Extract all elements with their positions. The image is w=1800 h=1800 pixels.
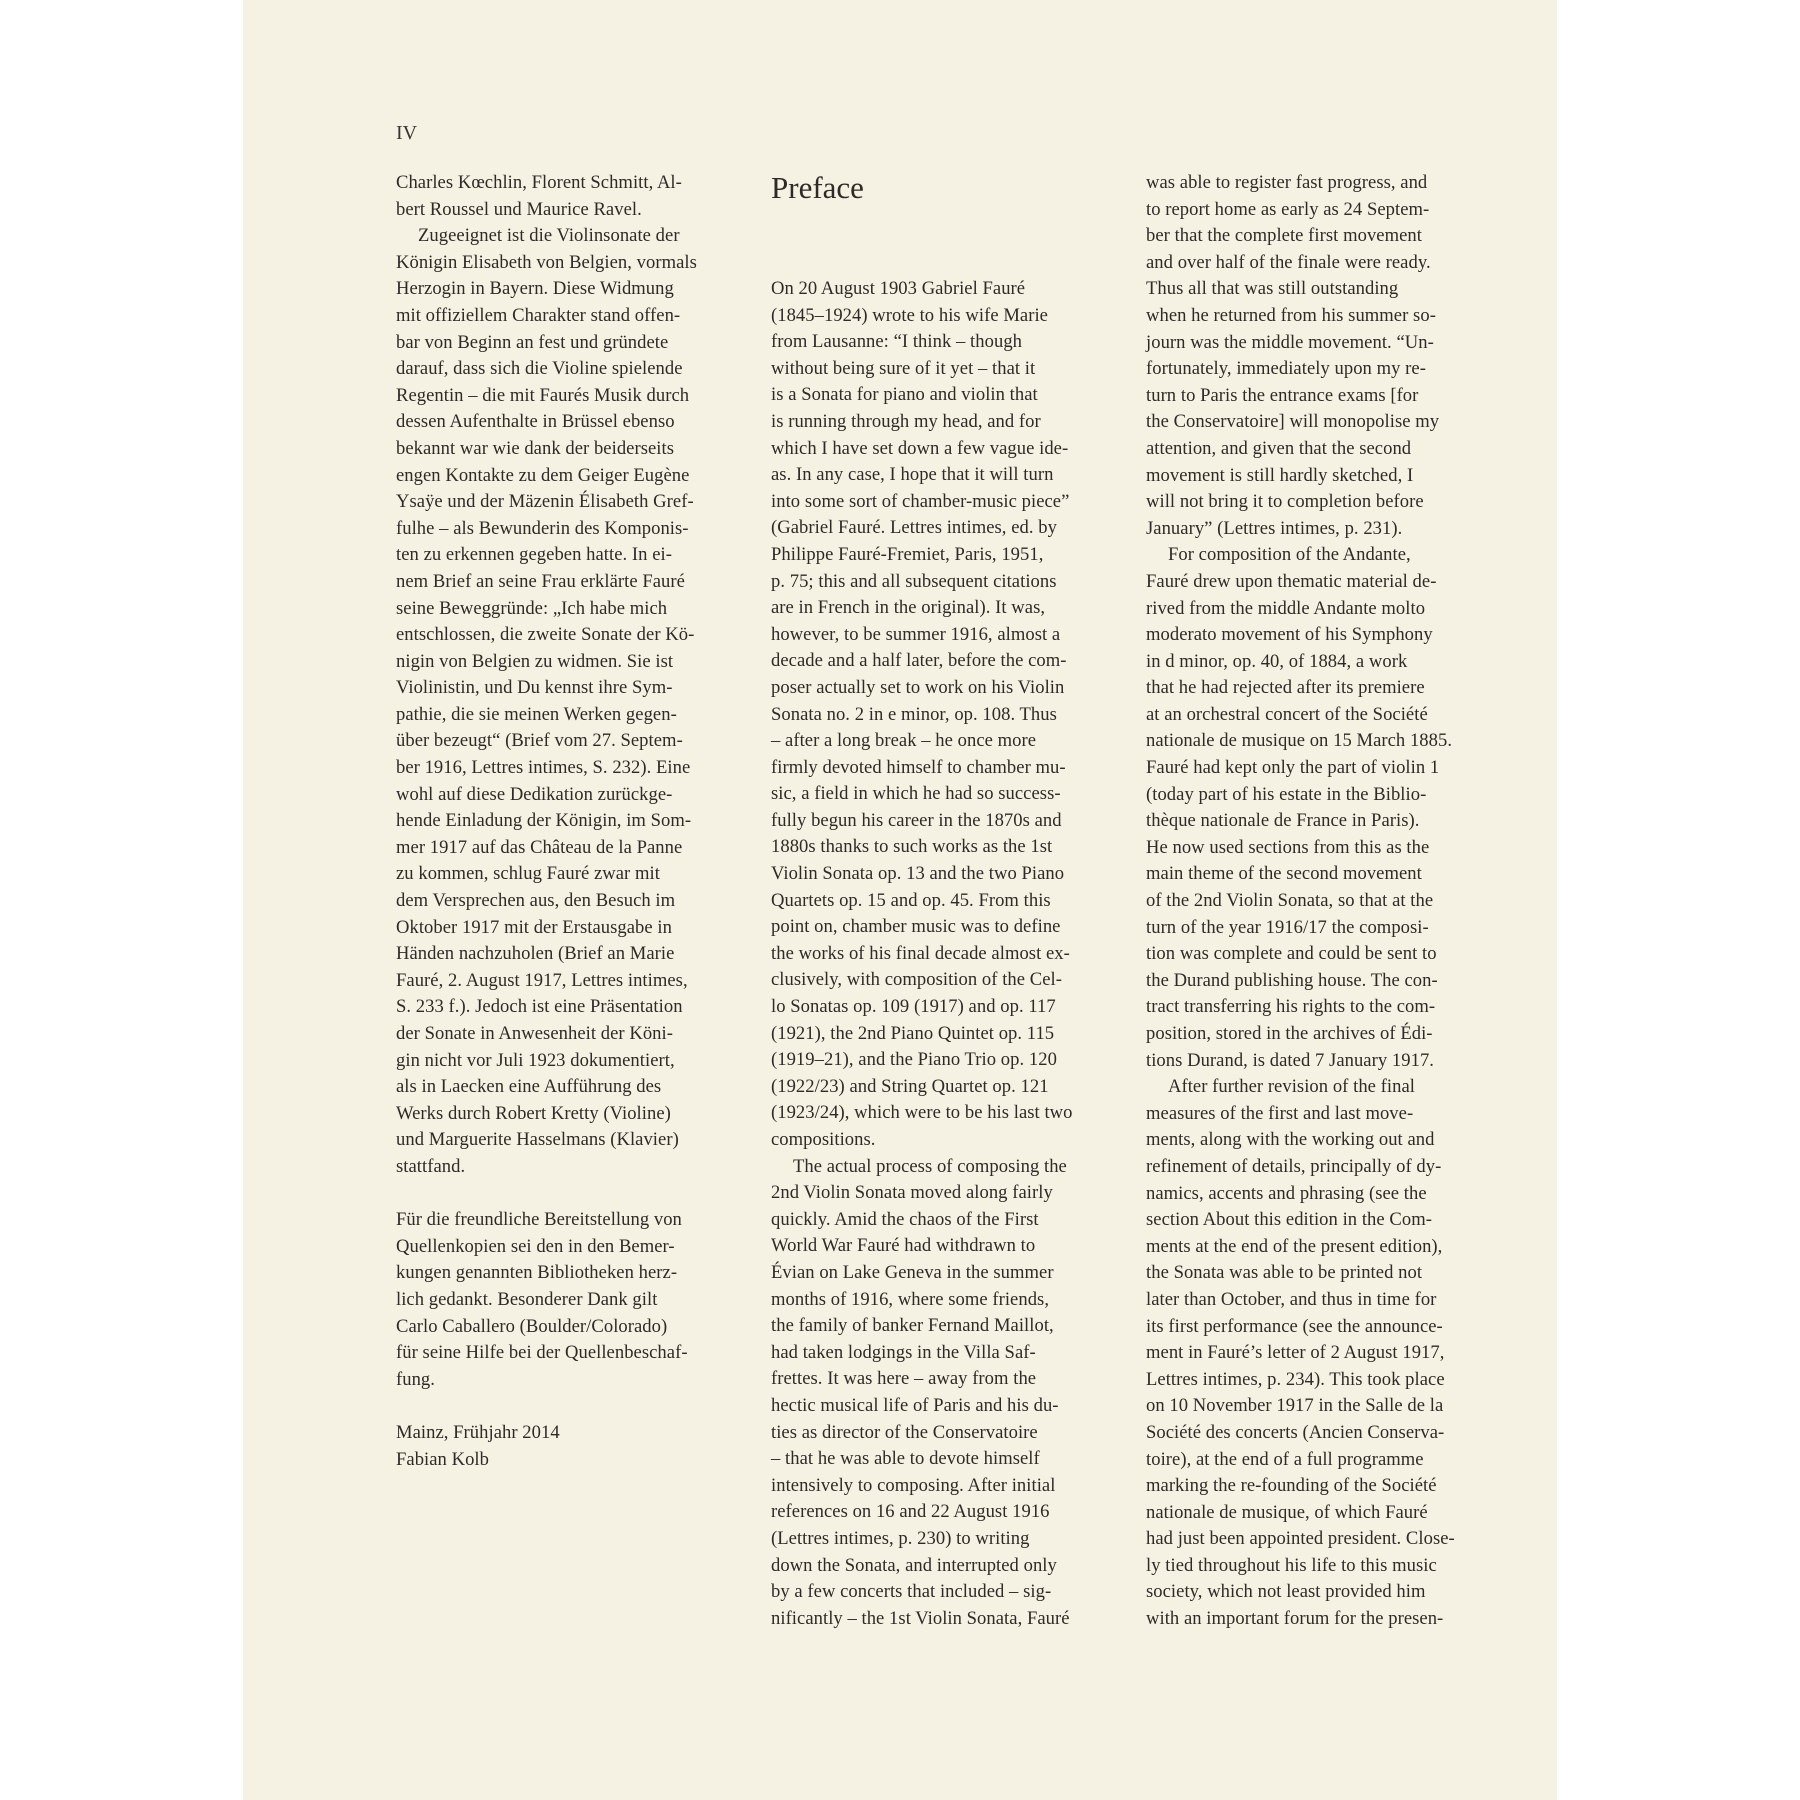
text-line: in d minor, op. 40, of 1884, a work: [1146, 650, 1408, 672]
text-line: fung.: [396, 1368, 435, 1390]
text-line: ments, along with the working out and: [1146, 1129, 1435, 1151]
text-line: quickly. Amid the chaos of the First: [771, 1208, 1039, 1230]
text-line: mer 1917 auf das Château de la Panne: [396, 836, 683, 858]
text-line: ments at the end of the present edition),: [1146, 1235, 1443, 1257]
text-line: Herzogin in Bayern. Diese Widmung: [396, 278, 674, 300]
text-line: seine Beweggründe: „Ich habe mich: [396, 597, 668, 619]
text-line: Lettres intimes, p. 234). This took place: [1146, 1368, 1445, 1390]
text-line: is a Sonata for piano and violin that: [771, 384, 1038, 406]
text-line: Carlo Caballero (Boulder/Colorado): [396, 1315, 668, 1337]
paragraph-gap: [396, 1393, 746, 1420]
text-line: Sonata no. 2 in e minor, op. 108. Thus: [771, 703, 1057, 725]
text-line: hende Einladung der Königin, im Som-: [396, 810, 692, 832]
text-line: turn of the year 1916/17 the composi-: [1146, 916, 1429, 938]
text-line: Philippe Fauré-Fremiet, Paris, 1951,: [771, 543, 1044, 565]
preface-column-1: [771, 276, 1117, 1632]
text-line: (1921), the 2nd Piano Quintet op. 115: [771, 1022, 1055, 1044]
text-line: He now used sections from this as the: [1146, 836, 1430, 858]
text-line: measures of the first and last move-: [1146, 1102, 1414, 1124]
text-line: are in French in the original). It was,: [771, 597, 1046, 619]
text-line: Thus all that was still outstanding: [1146, 278, 1399, 300]
text-line: nigin von Belgien zu widmen. Sie ist: [396, 650, 674, 672]
text-line: is running through my head, and for: [771, 410, 1041, 432]
text-line: from Lausanne: “I think – though: [771, 331, 1023, 353]
text-line: (Lettres intimes, p. 230) to writing: [771, 1527, 1030, 1549]
text-line: Fauré drew upon thematic material de-: [1146, 570, 1437, 592]
text-line: refinement of details, principally of dy-: [1146, 1155, 1442, 1177]
text-line: Fabian Kolb: [396, 1448, 489, 1470]
text-line: of the 2nd Violin Sonata, so that at the: [1146, 890, 1434, 912]
text-line: – that he was able to devote himself: [771, 1448, 1040, 1470]
text-line: fulhe – als Bewunderin des Komponis-: [396, 517, 689, 539]
text-line: the Conservatoire] will monopolise my: [1146, 411, 1440, 433]
text-line: World War Fauré had withdrawn to: [771, 1235, 1036, 1257]
text-line: Quartets op. 15 and op. 45. From this: [771, 889, 1051, 911]
text-line: with an important forum for the presen-: [1146, 1608, 1444, 1630]
text-line: The actual process of composing the: [793, 1155, 1067, 1177]
text-line: ties as director of the Conservatoire: [771, 1421, 1038, 1443]
text-line: clusively, with composition of the Cel-: [771, 969, 1062, 991]
text-line: the Sonata was able to be printed not: [1146, 1262, 1423, 1284]
text-line: Für die freundliche Bereitstellung von: [396, 1209, 682, 1231]
text-line: bekannt war wie dank der beiderseits: [396, 437, 675, 459]
text-line: kungen genannten Bibliotheken herz-: [396, 1262, 678, 1284]
text-line: (1923/24), which were to be his last two: [771, 1102, 1073, 1124]
preface-column-2: [1146, 170, 1496, 1633]
text-line: as. In any case, I hope that it will turn: [771, 464, 1054, 486]
text-line: (Gabriel Fauré. Lettres intimes, ed. by: [771, 517, 1057, 539]
page-number: IV: [396, 122, 418, 144]
text-line: Oktober 1917 mit der Erstausgabe in: [396, 916, 672, 938]
text-line: months of 1916, where some friends,: [771, 1288, 1050, 1310]
text-line: firmly devoted himself to chamber mu-: [771, 756, 1066, 778]
text-line: sic, a field in which he had so success-: [771, 783, 1061, 805]
text-line: ly tied throughout his life to this music: [1146, 1554, 1437, 1576]
text-line: Königin Elisabeth von Belgien, vormals: [396, 251, 697, 273]
text-line: Société des concerts (Ancien Conserva-: [1146, 1421, 1445, 1443]
text-line: Charles Kœchlin, Florent Schmitt, Al-: [396, 172, 682, 193]
text-line: January” (Lettres intimes, p. 231).: [1146, 517, 1403, 539]
text-line: which I have set down a few vague ide-: [771, 437, 1069, 459]
text-line: dem Versprechen aus, den Besuch im: [396, 890, 676, 912]
text-line: (1922/23) and String Quartet op. 121: [771, 1075, 1049, 1097]
text-line: ber 1916, Lettres intimes, S. 232). Eine: [396, 757, 691, 779]
text-line: darauf, dass sich die Violine spielende: [396, 358, 683, 380]
text-line: intensively to composing. After initial: [771, 1474, 1056, 1496]
text-line: on 10 November 1917 in the Salle de la: [1146, 1395, 1444, 1417]
text-line: über bezeugt“ (Brief vom 27. Septem-: [396, 730, 683, 752]
preface-heading: Preface: [771, 170, 864, 205]
text-line: (1845–1924) wrote to his wife Marie: [771, 304, 1048, 326]
text-line: was able to register fast progress, and: [1146, 172, 1428, 193]
text-line: and over half of the finale were ready.: [1146, 251, 1431, 273]
text-line: hectic musical life of Paris and his du-: [771, 1394, 1059, 1416]
text-line: point on, chamber music was to define: [771, 916, 1061, 938]
text-line: the Durand publishing house. The con-: [1146, 969, 1438, 991]
text-line: toire), at the end of a full programme: [1146, 1448, 1424, 1470]
text-line: On 20 August 1903 Gabriel Fauré: [771, 278, 1026, 299]
text-line: attention, and given that the second: [1146, 437, 1412, 459]
text-line: bert Roussel und Maurice Ravel.: [396, 198, 642, 220]
text-line: namics, accents and phrasing (see the: [1146, 1182, 1427, 1204]
text-line: nationale de musique on 15 March 1885.: [1146, 730, 1453, 752]
text-line: Violinistin, und Du kennst ihre Sym-: [396, 677, 673, 699]
text-line: Fauré, 2. August 1917, Lettres intimes,: [396, 969, 688, 991]
text-line: Évian on Lake Geneva in the summer: [771, 1261, 1054, 1283]
text-line: und Marguerite Hasselmans (Klavier): [396, 1129, 679, 1151]
text-line: entschlossen, die zweite Sonate der Kö-: [396, 624, 695, 646]
text-line: Violin Sonata op. 13 and the two Piano: [771, 863, 1065, 885]
text-line: later than October, and thus in time for: [1146, 1288, 1437, 1310]
text-line: to report home as early as 24 Septem-: [1146, 198, 1430, 220]
text-line: at an orchestral concert of the Société: [1146, 703, 1428, 725]
text-line: into some sort of chamber-music piece”: [771, 490, 1070, 512]
text-line: references on 16 and 22 August 1916: [771, 1501, 1050, 1523]
text-line: tion was complete and could be sent to: [1146, 943, 1437, 965]
text-line: tract transferring his rights to the com-: [1146, 996, 1436, 1018]
text-line: fortunately, immediately upon my re-: [1146, 358, 1426, 380]
text-line: S. 233 f.). Jedoch ist eine Präsentation: [396, 996, 683, 1018]
text-line: wohl auf diese Dedikation zurückge-: [396, 783, 673, 805]
text-line: society, which not least provided him: [1146, 1581, 1426, 1603]
text-line: nationale de musique, of which Fauré: [1146, 1501, 1428, 1523]
text-line: nem Brief an seine Frau erklärte Fauré: [396, 570, 685, 592]
text-line: ment in Fauré’s letter of 2 August 1917,: [1146, 1342, 1445, 1364]
text-line: rived from the middle Andante molto: [1146, 597, 1426, 619]
text-line: engen Kontakte zu dem Geiger Eugène: [396, 464, 690, 486]
german-afterword-column: [396, 170, 746, 1473]
text-line: ber that the complete first movement: [1146, 225, 1422, 247]
text-line: journ was the middle movement. “Un-: [1146, 331, 1434, 353]
text-line: when he returned from his summer so-: [1146, 304, 1436, 326]
text-line: zu kommen, schlug Fauré zwar mit: [396, 863, 660, 885]
text-line: Händen nachzuholen (Brief an Marie: [396, 943, 675, 965]
text-line: lich gedankt. Besonderer Dank gilt: [396, 1288, 658, 1310]
text-line: For composition of the Andante,: [1168, 544, 1411, 566]
text-line: Regentin – die mit Faurés Musik durch: [396, 384, 690, 406]
text-line: ten zu erkennen gegeben hatte. In ei-: [396, 544, 672, 566]
text-line: decade and a half later, before the com-: [771, 650, 1067, 672]
text-line: position, stored in the archives of Édi-: [1146, 1023, 1433, 1044]
text-line: (today part of his estate in the Biblio-: [1146, 783, 1427, 805]
paragraph-gap: [396, 1181, 746, 1208]
text-line: moderato movement of his Symphony: [1146, 624, 1433, 646]
text-line: After further revision of the final: [1168, 1076, 1415, 1098]
text-line: gin nicht vor Juli 1923 dokumentiert,: [396, 1049, 675, 1071]
text-line: – after a long break – he once more: [771, 730, 1037, 752]
text-line: the family of banker Fernand Maillot,: [771, 1315, 1054, 1337]
text-line: Zugeeignet ist die Violinsonate der: [418, 225, 680, 247]
text-line: that he had rejected after its premiere: [1146, 677, 1425, 699]
text-line: compositions.: [771, 1129, 876, 1150]
text-line: als in Laecken eine Aufführung des: [396, 1076, 662, 1098]
text-line: stattfand.: [396, 1155, 466, 1177]
text-line: had taken lodgings in the Villa Saf-: [771, 1341, 1036, 1363]
text-line: mit offiziellem Charakter stand offen-: [396, 304, 681, 326]
text-line: Quellenkopien sei den in den Bemer-: [396, 1235, 675, 1257]
text-line: für seine Hilfe bei der Quellenbeschaf-: [396, 1342, 688, 1364]
text-line: had just been appointed president. Close-: [1146, 1528, 1455, 1550]
text-line: its first performance (see the announce-: [1146, 1315, 1443, 1337]
text-line: 1880s thanks to such works as the 1st: [771, 836, 1053, 858]
text-line: 2nd Violin Sonata moved along fairly: [771, 1182, 1053, 1204]
text-line: by a few concerts that included – sig-: [771, 1581, 1052, 1603]
text-line: frettes. It was here – away from the: [771, 1368, 1037, 1390]
text-line: marking the re-founding of the Société: [1146, 1475, 1437, 1497]
text-line: p. 75; this and all subsequent citations: [771, 570, 1057, 592]
text-line: however, to be summer 1916, almost a: [771, 623, 1061, 645]
text-line: der Sonate in Anwesenheit der Köni-: [396, 1023, 673, 1044]
text-line: pathie, die sie meinen Werken gegen-: [396, 703, 677, 725]
text-line: movement is still hardly sketched, I: [1146, 464, 1414, 486]
text-line: thèque nationale de France in Paris).: [1146, 810, 1420, 832]
text-line: main theme of the second movement: [1146, 863, 1422, 885]
text-line: nificantly – the 1st Violin Sonata, Fauré: [771, 1607, 1070, 1629]
text-line: lo Sonatas op. 109 (1917) and op. 117: [771, 996, 1056, 1018]
text-line: down the Sonata, and interrupted only: [771, 1554, 1057, 1576]
text-line: section About this edition in the Com-: [1146, 1209, 1432, 1231]
text-line: without being sure of it yet – that it: [771, 357, 1036, 379]
text-line: (1919–21), and the Piano Trio op. 120: [771, 1049, 1057, 1071]
text-line: dessen Aufenthalte in Brüssel ebenso: [396, 411, 675, 433]
text-line: tions Durand, is dated 7 January 1917.: [1146, 1049, 1434, 1071]
text-line: will not bring it to completion before: [1146, 491, 1424, 513]
text-line: Werks durch Robert Kretty (Violine): [396, 1102, 671, 1124]
text-line: Mainz, Frühjahr 2014: [396, 1421, 560, 1443]
text-line: Ysaÿe und der Mäzenin Élisabeth Gref-: [396, 491, 694, 513]
text-line: poser actually set to work on his Violin: [771, 676, 1065, 698]
text-line: fully begun his career in the 1870s and: [771, 809, 1062, 831]
text-line: bar von Beginn an fest und gründete: [396, 331, 669, 353]
text-line: turn to Paris the entrance exams [for: [1146, 384, 1419, 406]
text-line: the works of his final decade almost ex-: [771, 942, 1070, 964]
text-line: Fauré had kept only the part of violin 1: [1146, 757, 1440, 779]
